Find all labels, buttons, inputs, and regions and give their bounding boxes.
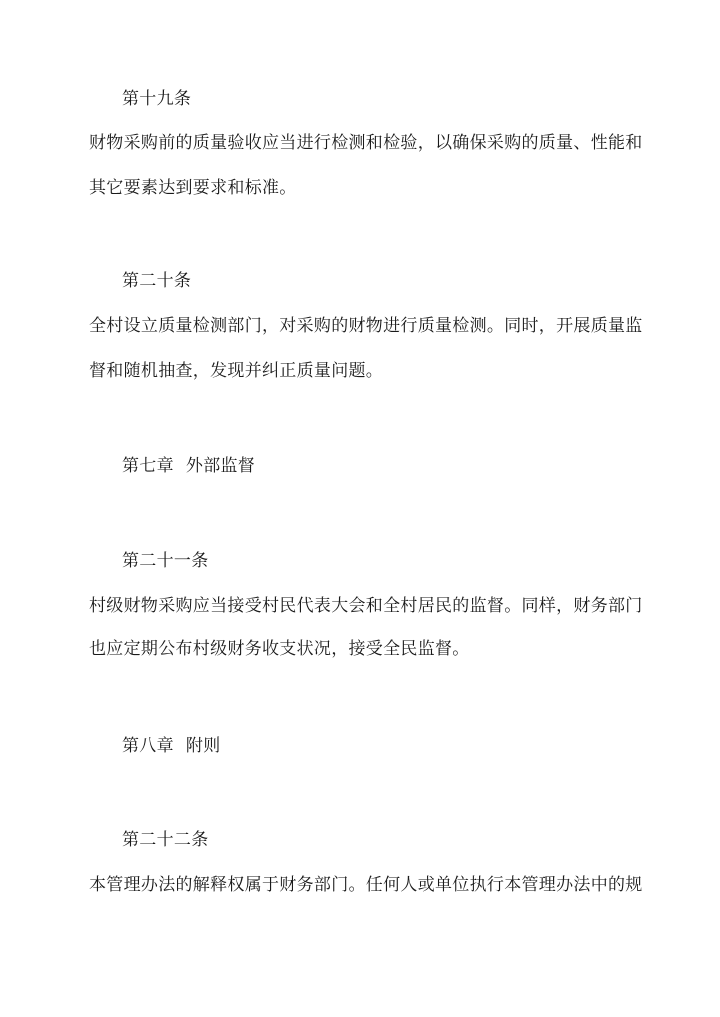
article-22-heading: 第二十二条: [122, 830, 209, 850]
chapter-8-title: 附则: [185, 736, 221, 756]
chapter-8-heading: [122, 735, 221, 757]
article-20-line-1: 全村设立质量检测部门，对采购的财物进行质量检测。同时，开展质量监: [89, 316, 643, 336]
chapter-8-number: 第八章: [122, 736, 174, 756]
article-19-line-1: 财物采购前的质量验收应当进行检测和检验，以确保采购的质量、性能和: [89, 133, 643, 153]
article-19-line-2: 其它要素达到要求和标准。: [89, 178, 297, 198]
article-21-line-2: 也应定期公布村级财务收支状况，接受全民监督。: [89, 639, 470, 659]
article-19-heading: 第十九条: [122, 89, 192, 109]
article-21-line-1: 村级财物采购应当接受村民代表大会和全村居民的监督。同样，财务部门: [89, 596, 643, 616]
chapter-7-number: 第七章: [122, 456, 174, 476]
chapter-7-heading: [122, 455, 255, 477]
chapter-7-title: 外部监督: [185, 456, 256, 476]
article-20-line-2: 督和随机抽查，发现并纠正质量问题。: [89, 361, 384, 381]
article-21-heading: 第二十一条: [122, 551, 209, 571]
article-20-heading: 第二十条: [122, 271, 192, 291]
article-22-line-1: 本管理办法的解释权属于财务部门。任何人或单位执行本管理办法中的规: [89, 875, 643, 895]
